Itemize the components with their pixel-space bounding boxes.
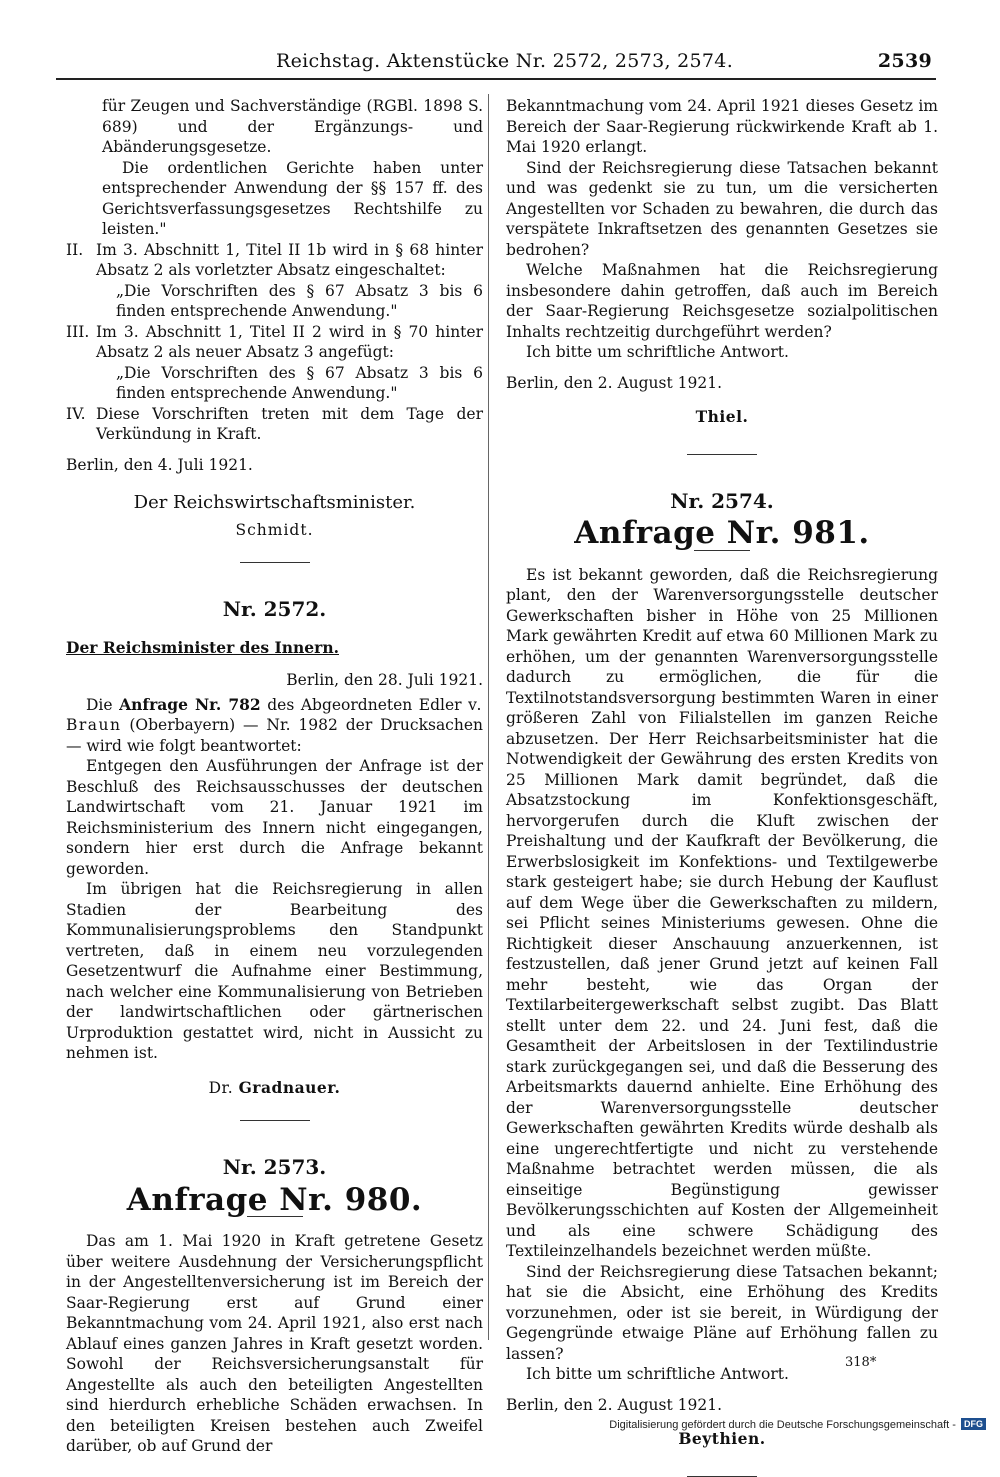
header-rule xyxy=(56,78,936,80)
item-number: III. xyxy=(66,322,90,341)
item-text: Im 3. Abschnitt 1, Titel II 1b wird in § 68 hinter Absatz 2 als vorletzter Absatz eingeschaltet: xyxy=(96,240,483,279)
inquiry-title: Anfrage Nr. 980. xyxy=(126,1181,423,1218)
page-number: 2539 xyxy=(877,50,932,72)
list-item xyxy=(66,240,483,322)
section-divider xyxy=(687,1476,757,1477)
authority-heading: Der Reichsminister des Innern. xyxy=(66,637,339,657)
paragraph: Ich bitte um schriftliche Antwort. xyxy=(526,343,789,361)
item-text: Im 3. Abschnitt 1, Titel II 2 wird in § 70 hinter Absatz 2 als neuer Absatz 3 angefügt: xyxy=(96,322,483,361)
dfg-logo: DFG xyxy=(961,1418,986,1430)
member-name: v. Braun xyxy=(66,695,483,734)
paragraph: Die ordentlichen Gerichte haben unter entsprechender Anwendung der §§ 157 ff. des Gerichtsverfassungsgesetzes Rechtshilfe zu leisten." xyxy=(102,158,483,238)
section-number: Nr. 2574. xyxy=(670,488,774,513)
section-divider xyxy=(240,562,310,563)
dateline: Berlin, den 28. Juli 1921. xyxy=(286,671,483,689)
paragraph: Entgegen den Ausführungen der Anfrage ist der Beschluß des Reichsausschusses der deutschen Landwirtschaft vom 21. Januar 1921 im Reichsministerium des Innern nicht eingegangen, sondern hier erst durch die Anfrage bekannt geworden. xyxy=(66,757,483,878)
running-title: Reichstag. Aktenstücke Nr. 2572, 2573, 2574. xyxy=(276,50,734,72)
dateline: Berlin, den 2. August 1921. xyxy=(506,373,723,392)
item-text: Diese Vorschriften treten mit dem Tage der Verkündung in Kraft. xyxy=(96,404,483,443)
list-item xyxy=(66,404,483,445)
paragraph: Die Anfrage Nr. 782 des Abgeordneten Edler v. Braun (Oberbayern) — Nr. 1982 der Drucksachen — wird wie folgt beantwortet: xyxy=(66,694,483,755)
paragraph: Sind der Reichsregierung diese Tatsachen bekannt und was gedenkt sie zu tun, um die versicherten Angestellten vor Schaden zu bewahren, die durch das verspätete Inkraftsetzen des genannten Gesetzes sie bedrohen? xyxy=(506,158,938,259)
section-divider xyxy=(687,454,757,455)
continued-text xyxy=(66,96,483,240)
item-quote: „Die Vorschriften des § 67 Absatz 3 bis 6 finden entsprechende Anwendung." xyxy=(116,363,483,402)
paragraph: Ich bitte um schriftliche Antwort. xyxy=(526,1365,789,1383)
signature-mark: 318* xyxy=(845,1355,877,1370)
inquiry-title: Anfrage Nr. 981. xyxy=(574,515,870,551)
item-quote: „Die Vorschriften des § 67 Absatz 3 bis 6 finden entsprechende Anwendung." xyxy=(116,281,483,320)
item-number: IV. xyxy=(66,404,86,423)
section-number: Nr. 2573. xyxy=(222,1155,327,1179)
paragraph: Das am 1. Mai 1920 in Kraft getretene Gesetz über weitere Ausdehnung der Versicherungspflicht in der Angestelltenversicherung ist im Bereich der Saar-Regierung erst auf Grund einer Bekanntmachung vom 24. April 1921, also erst nach Ablauf eines ganzen Jahres in Kraft gesetzt worden. Sowohl der Reichsversicherungsanstalt für Angestellte als auch den beteiligten Angestellten sind hierdurch erhebliche Schäden erwachsen. In den beteiligten Kreisen bestehen auch Zweifel darüber, ob auf Grund der xyxy=(66,1232,483,1455)
signature: Beythien. xyxy=(678,1429,766,1448)
section-number: Nr. 2572. xyxy=(222,597,327,621)
paragraph: Es ist bekannt geworden, daß die Reichsregierung plant, den der Warenversorgungsstelle deutscher Gewerkschaften bisher in Höhe von 25 Millionen Mark gewährten Kredit auf etwa 60 Millionen Mark zu erhöhen, um der genannten Warenversorgungsstelle dadurch zu ermöglichen, die für die Textilnotstandsversorgung bestimmten Waren in einer größeren Zahl von Filialstellen im ganzen Reiche abzusetzen. Der Herr Reichsarbeitsminister hat die Notwendigkeit der Gewährung des ersten Kredits von 25 Millionen Mark damit begründet, daß die Absatzstockung im Konfektionsgeschäft, hervorgerufen durch die Kluft zwischen der Preishaltung und der Kaufkraft der Bevölkerung, die Erwerbslosigkeit im Konfektions- und Textilgewerbe stark gesteigert habe; sie durch Hebung der Kauflust auf dem Wege über die Gewerkschaften zu mildern, sei Pflicht seines Ministeriums gewesen. Ohne die Richtigkeit dieser Anschauung anzuerkennen, ist festzustellen, daß jener Grund jetzt auf keinen Fall mehr besteht, wie das Organ der Textilarbeitergewerkschaft selbst zugibt. Das Blatt stellt unter dem 22. und 24. Juni fest, daß die Gesamtheit der Arbeitslosen in der Textilindustrie stark zurückgegangen sei, und daß die Besserung des Arbeitsmarkts dauernd anhielte. Eine Erhöhung des der Warenversorgungsstelle deutscher Gewerkschaften gewährten Kredits würde deshalb als eine ungerechtfertigte und nicht zu verstehende Maßnahme betrachtet werden müssen, die als einseitige Begünstigung gewisser Bevölkerungsschichten auf Kosten der Allgemeinheit und als eine schwere Schädigung des Textileinzelhandels bezeichnet werden müßte. xyxy=(506,565,938,1260)
paragraph: Sind der Reichsregierung diese Tatsachen bekannt; hat sie die Absicht, eine Erhöhung des Kredits vorzunehmen, oder ist sie bereit, in Würdigung der Gegengründe etwaige Pläne auf Erhöhung fallen zu lassen? xyxy=(506,1262,938,1363)
left-column xyxy=(66,96,483,1457)
column-divider xyxy=(488,94,489,1340)
signature: Dr. Gradnauer. xyxy=(208,1077,341,1097)
paragraph: Im übrigen hat die Reichsregierung in allen Stadien der Bearbeitung des Kommunalisierungsproblems den Standpunkt vertreten, daß in einem neu vorzulegenden Gesetzentwurf die Aufnahme einer Bestimmung, nach welcher eine Kommunalisierung von Betrieben der landwirtschaftlichen oder gärtnerischen Urproduktion gestattet wird, nicht in Aussicht zu nehmen ist. xyxy=(66,880,483,1062)
right-column xyxy=(506,96,938,1477)
list-item xyxy=(66,322,483,404)
funding-note: Digitalisierung gefördert durch die Deutsche Forschungsgemeinschaft - DFG xyxy=(609,1418,986,1431)
dateline: Berlin, den 4. Juli 1921. xyxy=(66,455,253,474)
page-header xyxy=(276,50,932,80)
section-divider xyxy=(240,1120,310,1121)
minister-signature: Schmidt. xyxy=(235,520,314,539)
minister-title: Der Reichswirtschaftsminister. xyxy=(133,492,416,513)
inquiry-reference: Anfrage Nr. 782 xyxy=(119,694,261,714)
paragraph: für Zeugen und Sachverständige (RGBl. 1898 S. 689) und der Ergänzungs- und Abänderungsgesetze. xyxy=(102,97,483,156)
item-number: II. xyxy=(66,240,84,259)
signature: Thiel. xyxy=(695,407,749,426)
paragraph: Bekanntmachung vom 24. April 1921 dieses Gesetz im Bereich der Saar-Regierung rückwirkende Kraft ab 1. Mai 1920 erlangt. xyxy=(506,97,938,156)
dateline: Berlin, den 2. August 1921. xyxy=(506,1395,723,1414)
paragraph: Welche Maßnahmen hat die Reichsregierung insbesondere dahin getroffen, daß auch im Bereich der Saar-Regierung Reichsgesetze sozialpolitischen Inhalts rechtzeitig durchgeführt werden? xyxy=(506,261,938,341)
